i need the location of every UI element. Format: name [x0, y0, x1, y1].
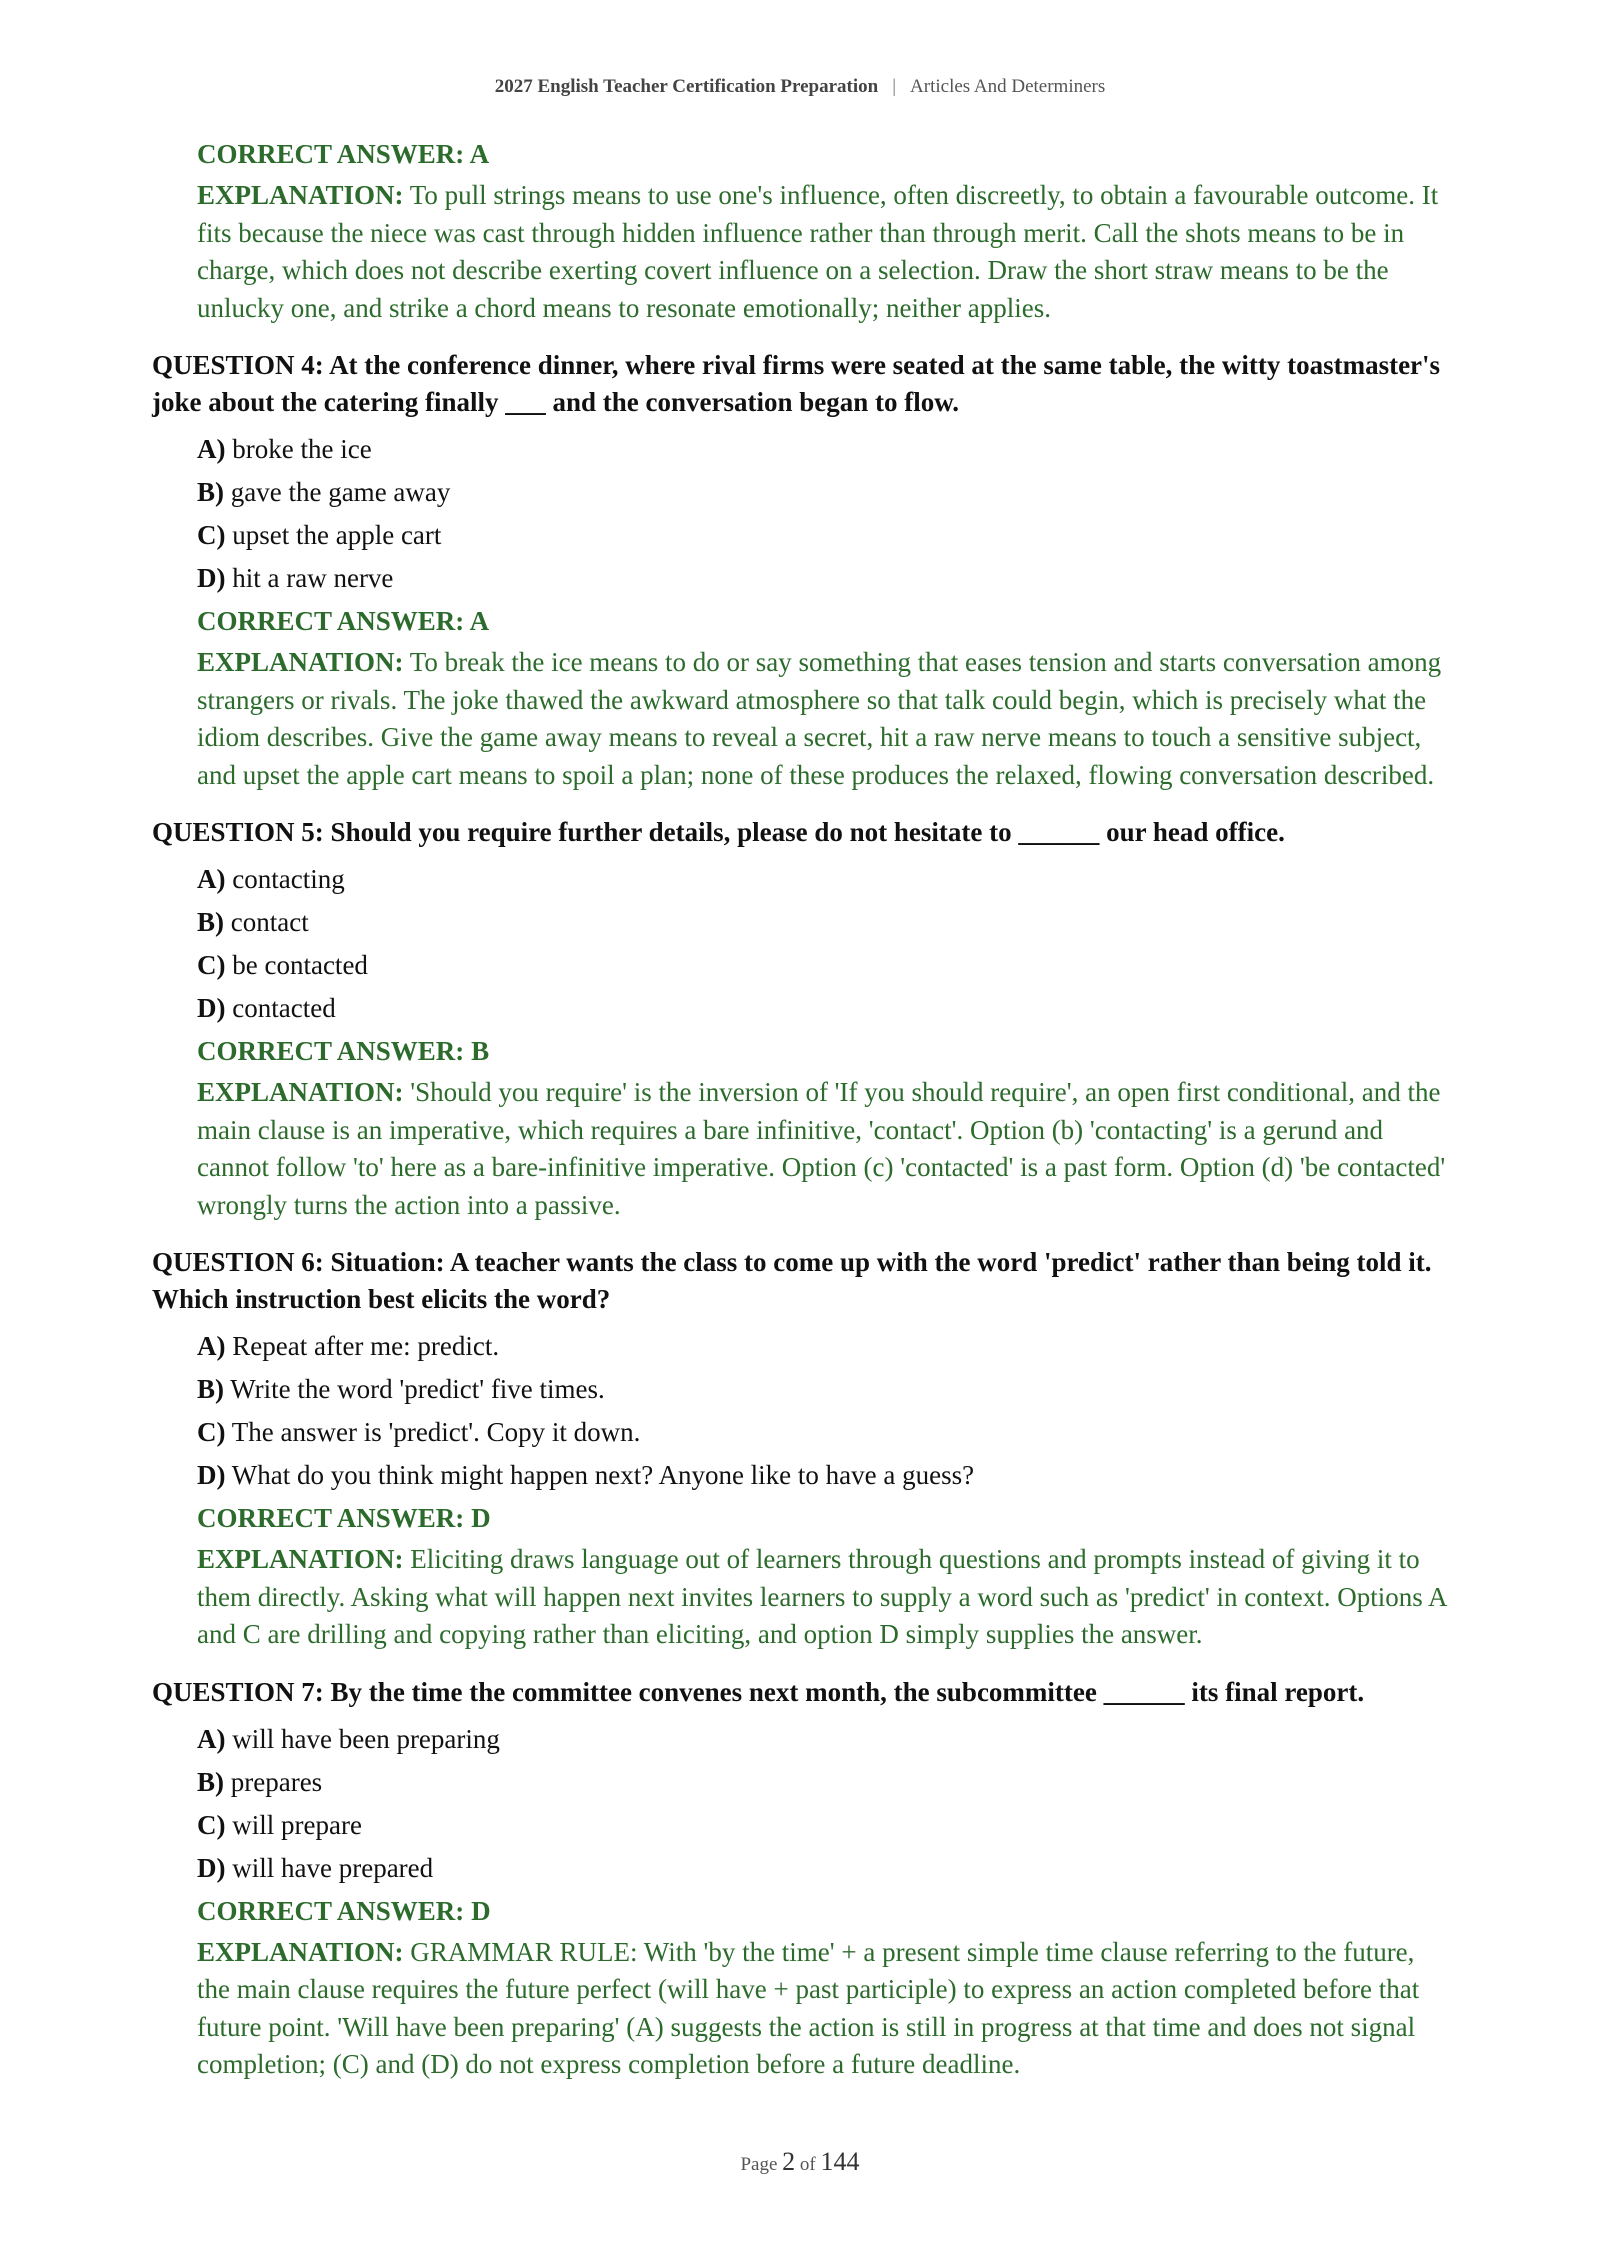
page-content	[152, 133, 1452, 2084]
option-text: hit a raw nerve	[232, 563, 394, 593]
option-text: broke the ice	[232, 434, 372, 464]
explanation-text: To break the ice means to do or say something that eases tension and starts conversation among strangers or rivals. The joke thawed the awkward atmosphere so that talk could begin, which is precisely what the idiom describes. Give the game away means to reveal a secret, hit a raw nerve means to touch a sensitive subject, and upset the apple cart means to spoil a plan; none of these produces the relaxed, flowing conversation described.	[197, 647, 1442, 790]
option-letter: A)	[197, 434, 226, 464]
correct-answer-value: B	[471, 1036, 490, 1066]
explanation-label: EXPLANATION:	[197, 647, 404, 677]
question-stem: Situation: A teacher wants the class to come up with the word 'predict' rather than being told it. Which instruction best elicits the word?	[152, 1247, 1432, 1314]
correct-answer-label: CORRECT ANSWER:	[197, 606, 465, 636]
option-a[interactable]	[197, 428, 1452, 471]
option-text: contact	[230, 907, 309, 937]
options-list	[197, 1718, 1452, 1890]
option-letter: B)	[197, 1766, 224, 1797]
correct-answer-value: A	[469, 606, 490, 636]
option-text: Repeat after me: predict.	[232, 1331, 500, 1361]
option-text: be contacted	[232, 950, 368, 980]
question-text	[152, 814, 1452, 851]
option-text: will have been preparing	[232, 1723, 500, 1754]
question-6	[152, 1244, 1452, 1654]
correct-answer-label: CORRECT ANSWER:	[197, 139, 465, 169]
explanation-text: GRAMMAR RULE: With 'by the time' + a present simple time clause referring to the future, the main clause requires the future perfect (will have + past participle) to express an action completed before that future point. 'Will have been preparing' (A) suggests the action is still in progress at that time and does not signal completion; (C) and (D) do not express completion before a future deadline.	[197, 1936, 1420, 2079]
options-list	[197, 1325, 1452, 1497]
question-stem: At the conference dinner, where rival firms were seated at the same table, the witty toastmaster's joke about the catering finally ___ and the conversation began to flow.	[152, 350, 1441, 417]
option-letter: B)	[197, 1374, 224, 1404]
correct-answer	[197, 1030, 1452, 1073]
option-a[interactable]	[197, 1325, 1452, 1368]
option-text: Write the word 'predict' five times.	[230, 1374, 605, 1404]
option-letter: D)	[197, 563, 226, 593]
header-title: 2027 English Teacher Certification Preparation	[494, 76, 879, 97]
option-letter: A)	[197, 1331, 226, 1361]
option-letter: C)	[197, 520, 226, 550]
explanation-text: 'Should you require' is the inversion of 'If you should require', an open first conditional, and the main clause is an imperative, which requires a bare infinitive, 'contact'. Option (b) 'contacting' is a gerund and cannot follow 'to' here as a bare-infinitive imperative. Option (c) 'contacted' is a past form. Option (d) 'be contacted' wrongly turns the action into a passive.	[197, 1077, 1446, 1220]
explanation	[197, 1934, 1452, 2084]
correct-answer-value: A	[469, 139, 490, 169]
option-d[interactable]	[197, 1454, 1452, 1497]
correct-answer-value: D	[471, 1503, 491, 1533]
question-label: QUESTION 5:	[152, 817, 324, 847]
option-letter: C)	[197, 1809, 226, 1840]
explanation-text: To pull strings means to use one's influence, often discreetly, to obtain a favourable outcome. It fits because the niece was cast through hidden influence rather than through merit. Call the shots means to be in charge, which does not describe exerting covert influence on a selection. Draw the short straw means to be the unlucky one, and strike a chord means to resonate emotionally; neither applies.	[197, 180, 1439, 323]
question-stem: Should you require further details, please do not hesitate to ______ our head office.	[330, 817, 1285, 847]
option-text: The answer is 'predict'. Copy it down.	[231, 1417, 641, 1447]
option-text: prepares	[230, 1766, 323, 1797]
correct-answer	[197, 1497, 1452, 1540]
option-c[interactable]	[197, 1804, 1452, 1847]
option-letter: B)	[197, 477, 224, 507]
footer-total-pages: 144	[820, 2147, 860, 2176]
option-d[interactable]	[197, 987, 1452, 1030]
explanation	[197, 1541, 1452, 1654]
option-a[interactable]	[197, 1718, 1452, 1761]
question-4	[152, 347, 1452, 794]
option-text: contacted	[232, 993, 336, 1023]
option-c[interactable]	[197, 944, 1452, 987]
correct-answer	[197, 133, 1452, 176]
explanation-label: EXPLANATION:	[197, 1544, 404, 1574]
explanation-label: EXPLANATION:	[197, 180, 404, 210]
options-list	[197, 428, 1452, 600]
option-letter: A)	[197, 1723, 226, 1754]
option-text: will have prepared	[232, 1852, 434, 1883]
header-separator: |	[892, 76, 897, 97]
correct-answer-label: CORRECT ANSWER:	[197, 1503, 465, 1533]
footer-page-word: Page	[740, 2154, 778, 2175]
option-letter: A)	[197, 864, 226, 894]
option-c[interactable]	[197, 1411, 1452, 1454]
options-list	[197, 858, 1452, 1030]
explanation-text: Eliciting draws language out of learners through questions and prompts instead of giving it to them directly. Asking what will happen next invites learners to supply a word such as 'predict' in context. Options A and C are drilling and copying rather than eliciting, and option D simply supplies the answer.	[197, 1544, 1447, 1649]
correct-answer-label: CORRECT ANSWER:	[197, 1895, 465, 1926]
page-footer	[0, 2147, 1600, 2177]
option-b[interactable]	[197, 471, 1452, 514]
explanation	[197, 177, 1452, 327]
option-b[interactable]	[197, 1368, 1452, 1411]
option-text: will prepare	[232, 1809, 362, 1840]
option-b[interactable]	[197, 901, 1452, 944]
explanation	[197, 644, 1452, 794]
option-letter: D)	[197, 993, 226, 1023]
correct-answer-label: CORRECT ANSWER:	[197, 1036, 465, 1066]
correct-answer	[197, 600, 1452, 643]
option-c[interactable]	[197, 514, 1452, 557]
question-7	[152, 1674, 1452, 2084]
question-label: QUESTION 7:	[152, 1676, 324, 1707]
question-5	[152, 814, 1452, 1224]
option-letter: C)	[197, 1417, 226, 1447]
question-label: QUESTION 6:	[152, 1247, 324, 1277]
header-section: Articles And Determiners	[910, 76, 1106, 97]
option-letter: C)	[197, 950, 226, 980]
question-text	[152, 347, 1452, 421]
option-text: contacting	[232, 864, 345, 894]
footer-of-word: of	[799, 2154, 816, 2175]
option-a[interactable]	[197, 858, 1452, 901]
question-text	[152, 1674, 1452, 1711]
question-stem: By the time the committee convenes next month, the subcommittee ______ its final report.	[330, 1676, 1365, 1707]
explanation	[197, 1074, 1452, 1224]
option-b[interactable]	[197, 1761, 1452, 1804]
option-letter: B)	[197, 907, 224, 937]
option-text: gave the game away	[230, 477, 451, 507]
explanation-label: EXPLANATION:	[197, 1936, 404, 1967]
option-letter: D)	[197, 1460, 226, 1490]
question-text	[152, 1244, 1452, 1318]
option-text: upset the apple cart	[232, 520, 442, 550]
question-3-tail	[152, 133, 1452, 327]
footer-current-page: 2	[782, 2147, 796, 2176]
option-letter: D)	[197, 1852, 226, 1883]
option-d[interactable]	[197, 557, 1452, 600]
explanation-label: EXPLANATION:	[197, 1077, 404, 1107]
correct-answer-value: D	[471, 1895, 491, 1926]
page-header	[0, 76, 1600, 98]
option-text: What do you think might happen next? Anyone like to have a guess?	[231, 1460, 975, 1490]
option-d[interactable]	[197, 1847, 1452, 1890]
correct-answer	[197, 1890, 1452, 1933]
question-label: QUESTION 4:	[152, 350, 324, 380]
